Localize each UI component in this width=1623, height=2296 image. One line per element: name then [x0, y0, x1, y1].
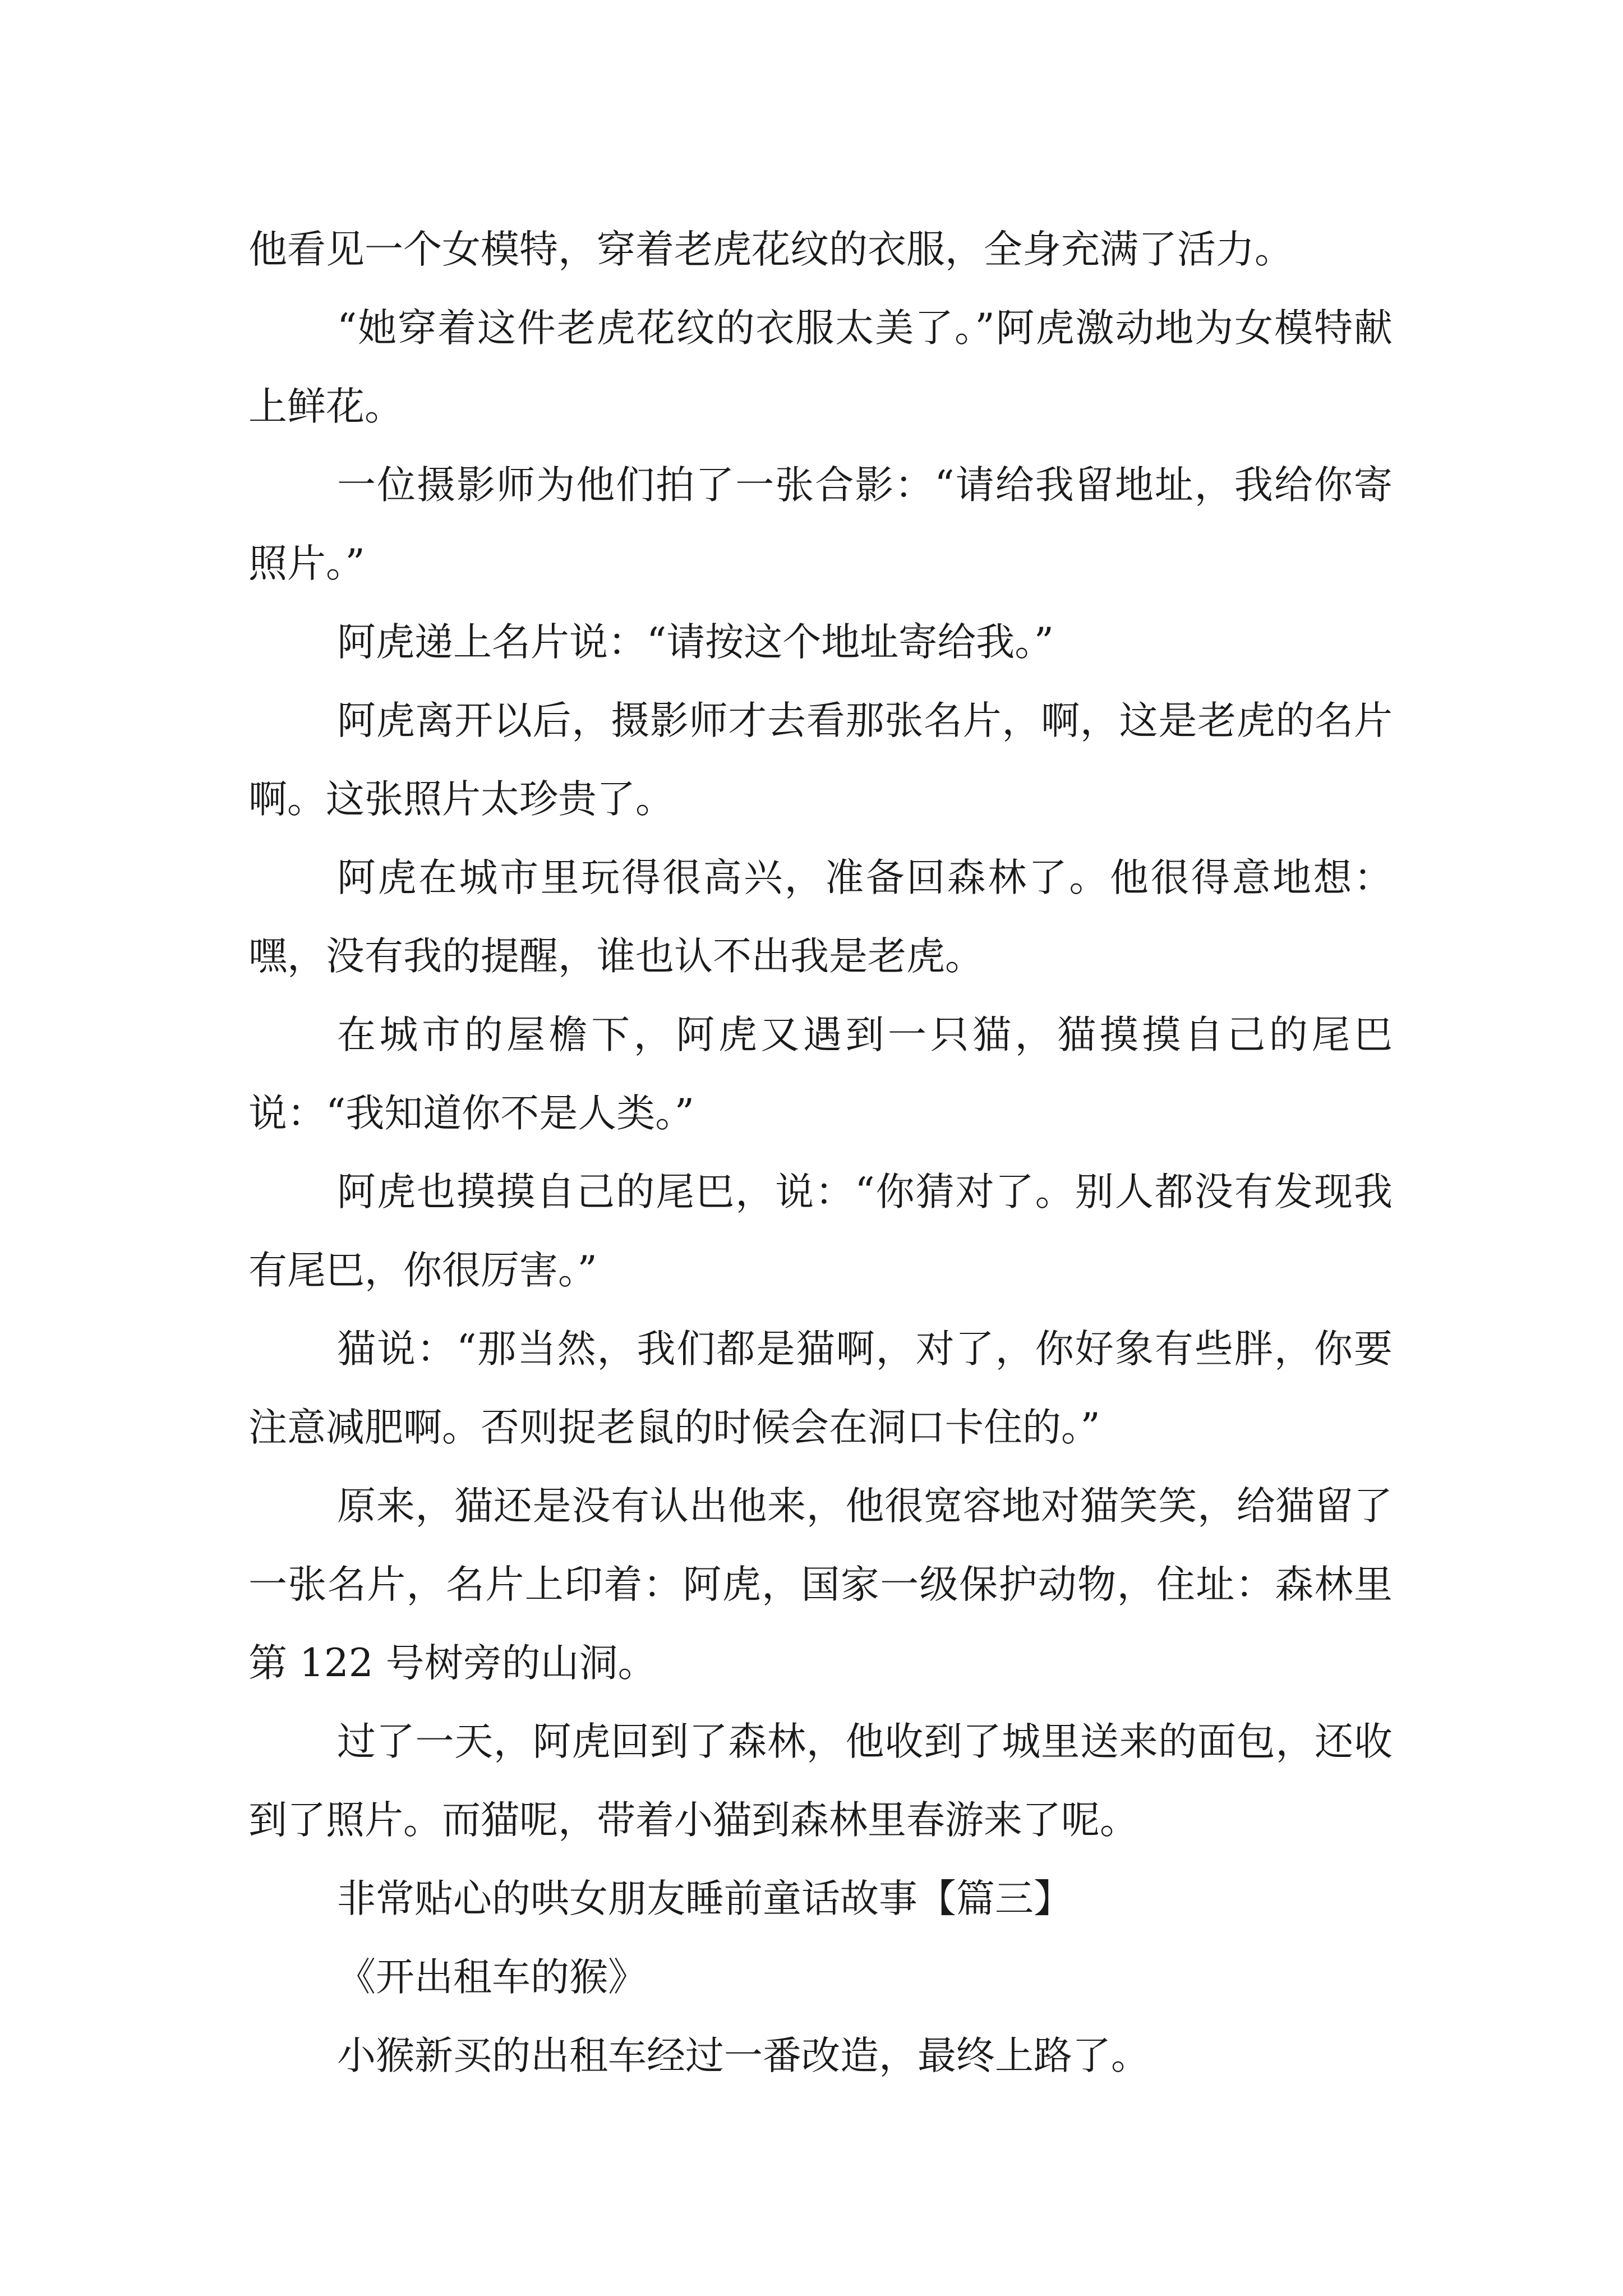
paragraph: 阿虎离开以后，摄影师才去看那张名片，啊，这是老虎的名片啊。这张照片太珍贵了。	[248, 698, 1393, 822]
paragraph: 在城市的屋檐下，阿虎又遇到一只猫，猫摸摸自己的尾巴说：“我知道你不是人类。”	[248, 1013, 1393, 1136]
story-title: 《开出租车的猴》	[337, 1955, 647, 2000]
paragraph: 阿虎也摸摸自己的尾巴，说：“你猜对了。别人都没有发现我有尾巴，你很厉害。”	[248, 1170, 1393, 1293]
section-heading: 非常贴心的哄女朋友睡前童话故事【篇三】	[337, 1876, 1072, 1921]
paragraph: 阿虎递上名片说：“请按这个地址寄给我。”	[337, 620, 1054, 665]
paragraph: 猫说：“那当然，我们都是猫啊，对了，你好象有些胖，你要注意减肥啊。否则捉老鼠的时候会在洞口卡住的。”	[248, 1327, 1393, 1450]
paragraph: 过了一天，阿虎回到了森林，他收到了城里送来的面包，还收到了照片。而猫呢，带着小猫到森林里春游来了呢。	[248, 1719, 1393, 1843]
paragraph: 原来，猫还是没有认出他来，他很宽容地对猫笑笑，给猫留了一张名片，名片上印着：阿虎，国家一级保护动物，住址：森林里第 122 号树旁的山洞。	[248, 1484, 1393, 1686]
paragraph: 他看见一个女模特，穿着老虎花纹的衣服，全身充满了活力。	[248, 227, 1293, 272]
document-page	[248, 210, 1393, 2095]
paragraph: “她穿着这件老虎花纹的衣服太美了。”阿虎激动地为女模特献上鲜花。	[248, 306, 1393, 429]
paragraph: 一位摄影师为他们拍了一张合影：“请给我留地址，我给你寄照片。”	[248, 463, 1393, 586]
paragraph: 小猴新买的出租车经过一番改造，最终上路了。	[337, 2033, 1150, 2078]
paragraph: 阿虎在城市里玩得很高兴，准备回森林了。他很得意地想：嘿，没有我的提醒，谁也认不出我是老虎。	[248, 855, 1393, 979]
